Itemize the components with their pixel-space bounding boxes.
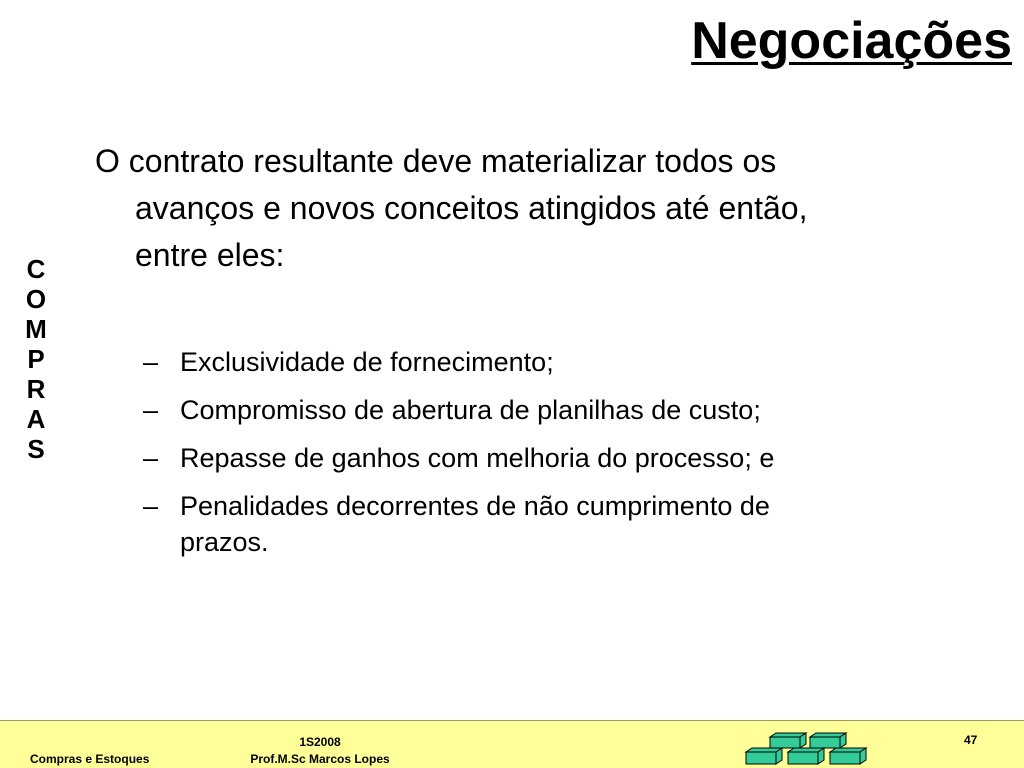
bullet-list <box>143 344 1003 572</box>
bullet-item <box>143 344 1003 380</box>
footer-semester: 1S2008 <box>299 735 341 749</box>
bullet-text: Repasse de ganhos com melhoria do processo; e <box>180 443 775 473</box>
bullet-text: Penalidades decorrentes de não cumprimento de <box>180 491 770 521</box>
paragraph-line: O contrato resultante deve materializar todos os <box>95 143 777 179</box>
vertical-letter: A <box>26 404 46 434</box>
vertical-letter: C <box>26 254 46 284</box>
footer-center <box>235 734 405 768</box>
green-blocks-icon <box>744 732 874 766</box>
vertical-letter: P <box>27 344 45 374</box>
main-paragraph <box>95 138 995 279</box>
paragraph-line: entre eles: <box>135 237 285 273</box>
paragraph-line: avanços e novos conceitos atingidos até então, <box>135 190 808 226</box>
dash-bullet: – <box>143 491 159 521</box>
footer-course: Compras e Estoques <box>30 752 150 766</box>
bullet-item <box>143 488 1003 560</box>
bullet-text: Compromisso de abertura de planilhas de custo; <box>180 395 761 425</box>
footer-professor: Prof.M.Sc Marcos Lopes <box>250 752 390 766</box>
page-number: 47 <box>964 733 978 747</box>
slide-title: Negociações <box>691 12 1012 70</box>
bullet-text: prazos. <box>180 527 269 557</box>
dash-bullet: – <box>143 443 159 473</box>
vertical-letter: S <box>27 434 45 464</box>
vertical-letter: M <box>25 314 47 344</box>
vertical-letter: R <box>26 374 46 404</box>
dash-bullet: – <box>143 395 159 425</box>
dash-bullet: – <box>143 347 159 377</box>
vertical-word-compras <box>22 254 50 464</box>
bullet-item <box>143 440 1003 476</box>
bullet-text: Exclusividade de fornecimento; <box>180 347 554 377</box>
bullet-item <box>143 392 1003 428</box>
vertical-letter: O <box>25 284 47 314</box>
